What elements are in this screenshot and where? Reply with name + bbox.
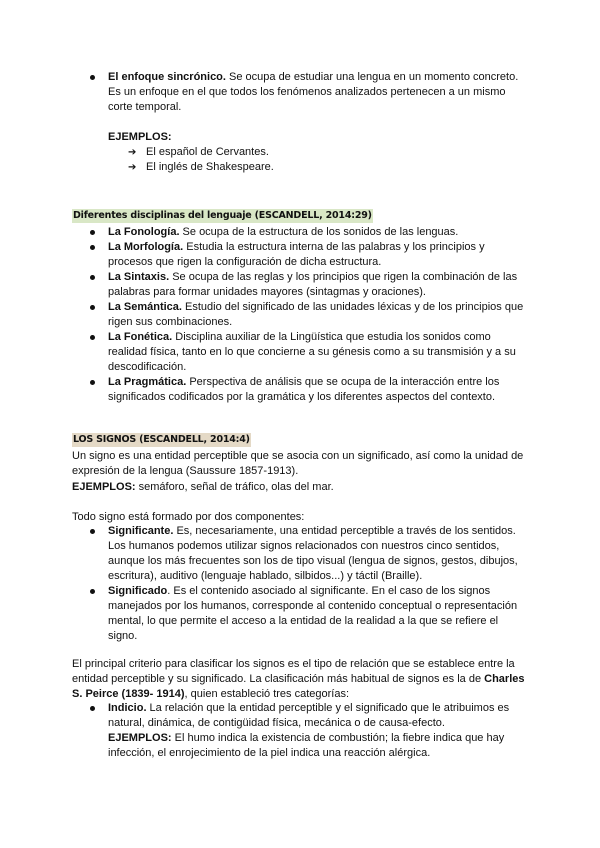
examples-list bbox=[128, 145, 428, 175]
examples-paragraph: EJEMPLOS: semáforo, señal de tráfico, olas del mar. bbox=[72, 481, 334, 493]
components-intro: Todo signo está formado por dos componentes: bbox=[72, 511, 305, 523]
section-heading-signos: LOS SIGNOS (ESCANDELL, 2014:4) bbox=[73, 434, 250, 445]
list-item: La Morfología. Estudia la estructura interna de las palabras y los principios y procesos que rigen la configuración de dicha estructura. bbox=[90, 240, 530, 270]
list-item: Significado. Es el contenido asociado al significante. En el caso de los signos manejados por los humanos, corresponde al contenido conceptual o representación mental, lo que permite el acceso a la entidad de la realidad a la que se refiere el signo. bbox=[90, 584, 530, 644]
list-item: La Semántica. Estudio del significado de las unidades léxicas y de los principios que rigen sus combinaciones. bbox=[90, 300, 530, 330]
bullet-icon bbox=[90, 589, 95, 594]
bullet-icon bbox=[90, 75, 95, 80]
bullet-list-disciplinas bbox=[90, 225, 530, 405]
bullet-list-categorias bbox=[90, 701, 530, 761]
bullet-list-enfoques bbox=[90, 70, 530, 115]
list-item: Significante. Es, necesariamente, una entidad perceptible a través de los sentidos. Los humanos podemos utilizar signos relacionados con nuestros cinco sentidos, aunque los más frecuentes son los de tipo visual (lengua de signos, gestos, dibujos, escritura), auditivo (lenguaje hablado, silbidos...) y táctil (Braille). bbox=[90, 524, 530, 584]
bullet-icon bbox=[90, 335, 95, 340]
bullet-icon bbox=[90, 230, 95, 235]
list-item: La Fonología. Se ocupa de la estructura de los sonidos de las lenguas. bbox=[90, 225, 530, 240]
arrow-right-icon: ➔ bbox=[128, 147, 137, 158]
bullet-icon bbox=[90, 275, 95, 280]
list-item: La Sintaxis. Se ocupa de las reglas y los principios que rigen la combinación de las palabras para formar unidades mayores (sintagmas y oraciones). bbox=[90, 270, 530, 300]
bullet-icon bbox=[90, 305, 95, 310]
arrow-right-icon: ➔ bbox=[128, 162, 137, 173]
example-item: ➔ El español de Cervantes. bbox=[128, 146, 269, 158]
bullet-icon bbox=[90, 380, 95, 385]
list-item: La Pragmática. Perspectiva de análisis que se ocupa de la interacción entre los significados codificados por la gramática y los diferentes aspectos del contexto. bbox=[90, 375, 530, 405]
item-text: Se ocupa de estudiar una lengua en un momento concreto. Es un enfoque en el que todos los fenómenos analizados pertenecen a un mismo corte temporal. bbox=[108, 71, 519, 113]
example-item: ➔ El inglés de Shakespeare. bbox=[128, 161, 274, 173]
bullet-icon bbox=[90, 529, 95, 534]
bullet-icon bbox=[90, 245, 95, 250]
list-item: Indicio. La relación que la entidad perceptible y el significado que le atribuimos es natural, dinámica, de contigüidad física, mecánica o de causa-efecto. EJEMPLOS: El humo indica la existencia de combustión; la fiebre indica que hay infección, el enrojecimiento de la piel indica una reacción alérgica. bbox=[90, 701, 530, 761]
item-term: El enfoque sincrónico. bbox=[108, 71, 226, 83]
bullet-list-componentes bbox=[90, 524, 530, 644]
definition-paragraph: Un signo es una entidad perceptible que se asocia con un significado, así como la unidad de expresión de la lengua (Saussure 1857-1913). bbox=[72, 450, 524, 477]
list-item bbox=[90, 70, 530, 115]
list-item: La Fonética. Disciplina auxiliar de la Lingüística que estudia los sonidos como realidad física, tanto en lo que concierne a su génesis como a su transmisión y a su descodificación. bbox=[90, 330, 530, 375]
criterion-paragraph: El principal criterio para clasificar los signos es el tipo de relación que se establece entre la entidad perceptible y su significado. La clasificación más habitual de signos es la de Charles S. Peirce (1839- 1914), quien estableció tres categorías: bbox=[72, 658, 525, 700]
examples-label: EJEMPLOS: bbox=[108, 131, 172, 143]
section-heading-disciplinas: Diferentes disciplinas del lenguaje (ESCANDELL, 2014:29) bbox=[73, 210, 372, 221]
bullet-icon bbox=[90, 706, 95, 711]
